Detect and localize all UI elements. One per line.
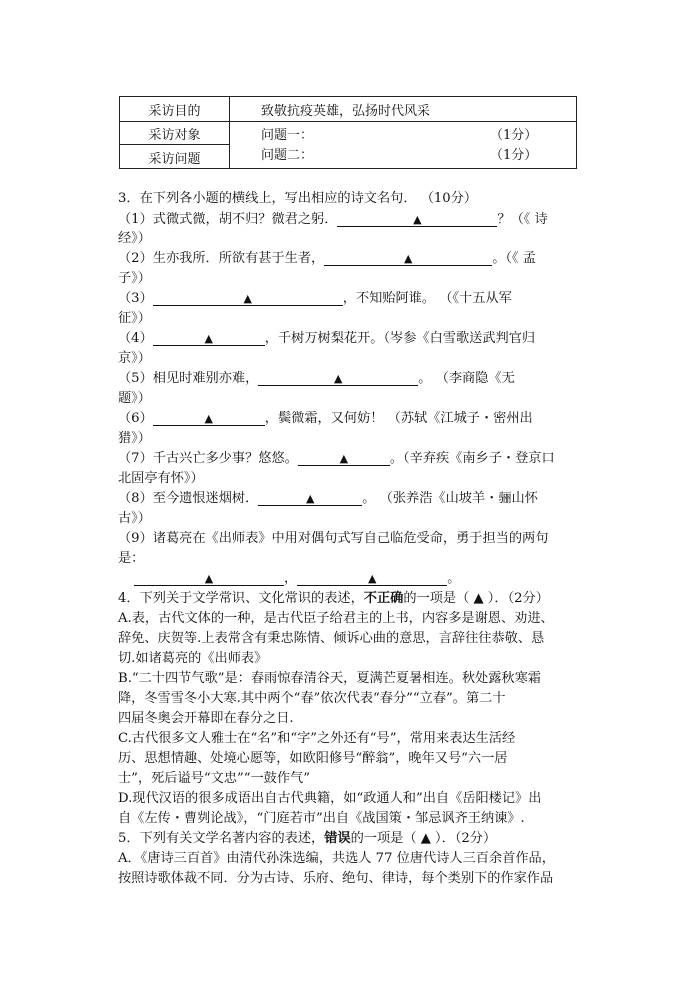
answer-blank[interactable] <box>153 291 343 306</box>
q3-item-7: （7）千古兴亡多少事？悠悠。 ▲ 。（辛弃疾《南乡子・登京口 <box>118 451 555 466</box>
q4-option-a-cont: 切.如诸葛亮的《出师表》 <box>118 651 268 666</box>
triangle-icon: ▲ <box>306 492 315 505</box>
question-one: 问题一： <box>261 128 314 143</box>
triangle-icon: ▲ <box>339 452 349 465</box>
q4-option-c-cont: 士”，死后谥号“文忠”“一鼓作气” <box>118 771 310 786</box>
question-two-score: （1分） <box>490 148 538 163</box>
q5-option-a: A．《唐诗三百首》由清代孙洙选编，共选人 77 位唐代诗人三百余首作品， <box>118 851 555 866</box>
triangle-icon: ▲ <box>204 332 213 345</box>
q3-heading: 3．在下列各小题的横线上，写出相应的诗文名句． （10分） <box>118 191 478 206</box>
triangle-icon: ▲ <box>204 412 213 425</box>
answer-blank[interactable] <box>258 491 362 506</box>
triangle-icon: ▲ <box>243 292 252 305</box>
q4-option-d: D.现代汉语的很多成语出自古代典籍，如“政通人和”出自《岳阳楼记》出 <box>118 791 542 806</box>
purpose-value: 致敬抗疫英雄，弘扬时代风采 <box>261 104 431 119</box>
q3-item-9-blanks: ▲ ， ▲ 。 <box>134 570 460 588</box>
q5-heading: 5．下列有关文学名著内容的表述，错误的一项是（ ▲ ）．（2分） <box>118 831 497 846</box>
q3-item-6: （6） ▲ ，鬓微霜，又何妨！ （苏轼《江城子・密州出 <box>118 411 533 426</box>
target-label: 采访对象 <box>148 128 201 143</box>
question-label: 采访问题 <box>148 152 201 167</box>
q3-item-8: （8）至今遗恨迷烟树． ▲ 。 （张养浩《山坡羊・骊山怀 <box>118 491 538 506</box>
q3-item-3: （3） ▲ ，不知贻阿谁。 （《十五从军 <box>118 291 512 306</box>
q4-option-c: C.古代很多文人雅士在“名”和“字”之外还有“号”，常用来表达生活经 <box>118 731 516 746</box>
q3-item-4-cont: 京》） <box>118 351 151 366</box>
q4-option-b-cont: 降，冬雪雪冬小大寒.其中两个“春”依次代表“春分”“立春”。第二十 <box>118 691 506 706</box>
q3-item-7-cont: 北固亭有怀》） <box>118 471 204 486</box>
q4-heading: 4．下列关于文学常识、文化常识的表述，不正确的一项是（ ▲ ）．（2分） <box>118 591 549 606</box>
answer-blank[interactable] <box>298 451 390 466</box>
answer-blank[interactable] <box>297 571 447 586</box>
answer-blank[interactable] <box>337 212 497 227</box>
q3-item-9: （9）诸葛亮在《出师表》中用对偶句式写自己临危受命，勇于担当的两句 <box>118 531 549 546</box>
answer-blank[interactable] <box>153 331 265 346</box>
q4-option-a: A.表，古代文体的一种，是古代臣子给君主的上书，内容多是谢恩、劝进、 <box>118 611 554 626</box>
answer-blank[interactable] <box>258 371 418 386</box>
q4-option-b: B.“二十四节气歌”是：春雨惊春清谷天，夏满芒夏暑相连。秋处露秋寒霜 <box>118 671 541 686</box>
q3-item-2: （2）生亦我所．所欲有甚于生者， ▲ 。（《 孟 <box>118 251 536 266</box>
q3-item-8-cont: 古》） <box>118 511 151 526</box>
q3-item-1-cont: 经》） <box>118 231 151 246</box>
q3-item-5-cont: 题》） <box>118 391 151 406</box>
triangle-icon: ▲ <box>413 213 422 226</box>
q3-item-5: （5）相见时难别亦难， ▲ 。 （李商隐《无 <box>118 371 515 386</box>
triangle-icon: ▲ <box>367 572 377 585</box>
q4-option-c-cont: 历、思想情趣、处境心愿等，如欧阳修号“醉翁”，晚年又号“六一居 <box>118 751 508 766</box>
q5-option-a-cont: 按照诗歌体裁不同．分为古诗、乐府、绝句、律诗，每个类别下的作家作品 <box>118 871 554 886</box>
purpose-label: 采访目的 <box>148 104 201 119</box>
q3-item-4: （4） ▲ ，千树万树梨花开。（岑参《白雪歌送武判官归 <box>118 331 536 346</box>
answer-blank[interactable] <box>324 251 492 266</box>
triangle-icon: ▲ <box>403 252 413 265</box>
q3-item-9-cont: 是： <box>118 551 145 566</box>
q4-option-a-cont: 辞免、庆贺等.上表常含有秉忠陈情、倾诉心曲的意思，言辞往往恭敬、恳 <box>118 631 545 646</box>
q3-item-2-cont: 子》） <box>118 271 151 286</box>
q3-item-3-cont: 征》） <box>118 311 151 326</box>
interview-table <box>119 96 577 169</box>
answer-blank[interactable] <box>134 571 284 586</box>
triangle-icon: ▲ <box>204 572 214 585</box>
question-two: 问题二： <box>261 148 314 163</box>
answer-blank[interactable] <box>153 411 265 426</box>
q4-option-b-cont: 四届冬奥会开幕即在春分之日. <box>118 711 294 726</box>
triangle-icon: ▲ <box>334 372 343 385</box>
question-one-score: （1分） <box>490 128 538 143</box>
q3-item-1: （1）式微式微，胡不归？微君之躬． ▲ ？（《 诗 <box>118 212 548 227</box>
q4-option-d-cont: 自《左传・曹刿论战》，“门庭若市”出自《战国策・邹忌讽齐王纳谏》. <box>118 811 525 826</box>
q3-item-6-cont: 猎》） <box>118 431 151 446</box>
